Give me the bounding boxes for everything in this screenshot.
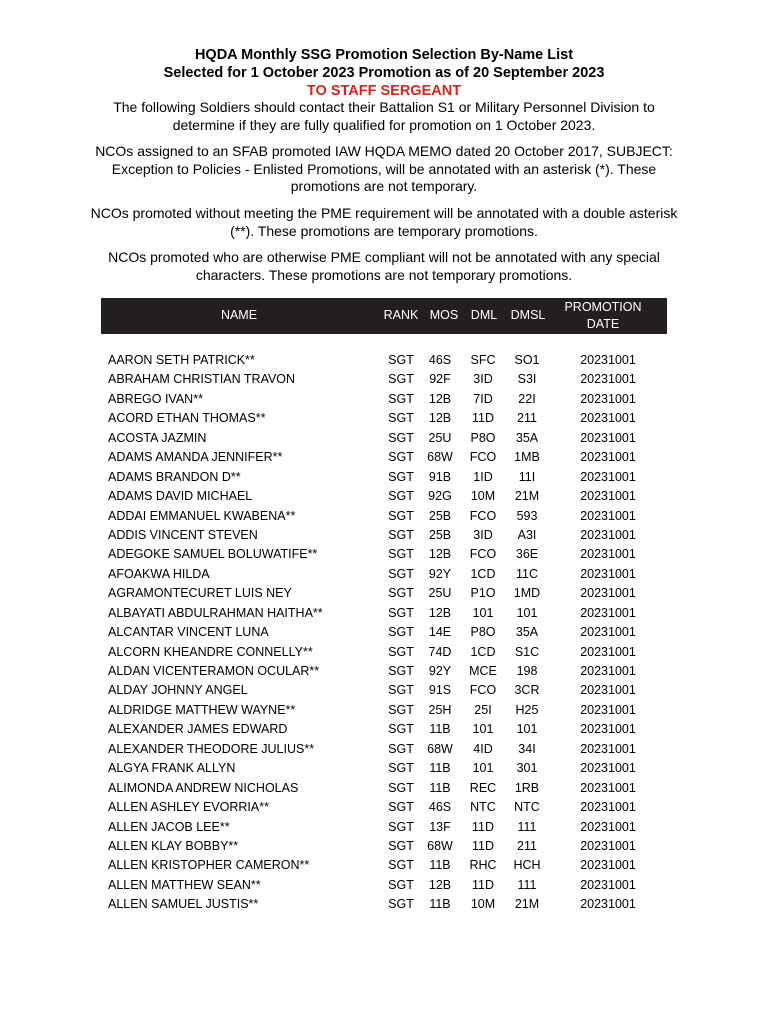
cell-date: 20231001 (580, 547, 636, 562)
cell-dmsl: 36E (515, 547, 539, 562)
cell-rank: SGT (388, 800, 414, 815)
cell-date: 20231001 (580, 430, 636, 445)
cell-date: 20231001 (580, 391, 636, 406)
cell-name: ADAMS AMANDA JENNIFER** (108, 450, 283, 465)
cell-date: 20231001 (580, 819, 636, 834)
cell-dml: 101 (472, 605, 494, 620)
cell-dml: SFC (470, 353, 496, 367)
cell-mos: 92Y (428, 566, 452, 581)
cell-date: 20231001 (580, 877, 636, 892)
table-row (101, 643, 667, 662)
promotion-grade-heading: TO STAFF SERGEANT (306, 83, 462, 99)
cell-rank: SGT (388, 566, 414, 581)
cell-dmsl: 1MD (513, 586, 541, 601)
cell-name: ALCANTAR VINCENT LUNA (108, 625, 269, 640)
cell-rank: SGT (388, 683, 414, 698)
cell-mos: 11B (429, 897, 451, 912)
table-row (101, 876, 667, 895)
cell-dmsl: S1C (514, 644, 540, 659)
table-row (101, 681, 667, 700)
cell-date: 20231001 (580, 469, 636, 484)
cell-mos: 12B (428, 391, 452, 406)
cell-dml: 7ID (473, 391, 493, 406)
column-header-promotion-date-line2: DATE (586, 317, 620, 331)
table-row (101, 895, 667, 914)
table-row (101, 448, 667, 467)
cell-mos: 11B (429, 780, 451, 795)
cell-name: ALLEN JACOB LEE** (108, 819, 230, 834)
cell-dmsl: SO1 (514, 353, 540, 367)
cell-dmsl: H25 (515, 702, 539, 717)
table-row (101, 701, 667, 720)
document-title: HQDA Monthly SSG Promotion Selection By-Name List (194, 47, 574, 63)
cell-dml: P8O (470, 430, 496, 445)
cell-name: ALDAN VICENTERAMON OCULAR** (108, 664, 320, 678)
cell-mos: 91S (428, 683, 452, 698)
cell-date: 20231001 (580, 605, 636, 620)
cell-rank: SGT (388, 625, 414, 640)
cell-mos: 25H (428, 702, 452, 717)
pme-annotation-paragraph: NCOs promoted without meeting the PME requirement will be annotated with a double asterisk (**). These promotions are temporary promotions. (90, 205, 678, 239)
sfab-annotation-paragraph: NCOs assigned to an SFAB promoted IAW HQDA MEMO dated 20 October 2017, SUBJECT: Exception to Policies - Enlisted Promotions, will be annotated with an asterisk (*). These promotions are not temporary. (95, 143, 673, 194)
cell-name: ALGYA FRANK ALLYN (108, 761, 236, 776)
cell-dml: P1O (470, 586, 496, 601)
document-subtitle: Selected for 1 October 2023 Promotion as of 20 September 2023 (163, 65, 605, 81)
cell-dmsl: 101 (516, 605, 538, 620)
cell-mos: 25B (428, 527, 452, 542)
cell-rank: SGT (388, 819, 414, 834)
cell-date: 20231001 (580, 489, 636, 504)
cell-dml: 1ID (473, 469, 493, 484)
cell-dml: 3ID (473, 372, 493, 387)
cell-rank: SGT (388, 430, 414, 445)
cell-date: 20231001 (580, 722, 636, 737)
cell-mos: 14E (428, 625, 452, 640)
cell-dml: 10M (470, 489, 496, 504)
cell-name: ADDAI EMMANUEL KWABENA** (108, 508, 296, 523)
table-row (101, 468, 667, 487)
cell-mos: 12B (428, 547, 452, 562)
cell-date: 20231001 (580, 508, 636, 523)
column-header-name: NAME (220, 308, 258, 322)
cell-dmsl: 21M (514, 897, 540, 912)
cell-rank: SGT (388, 450, 414, 465)
cell-dml: FCO (469, 683, 497, 698)
cell-mos: 12B (428, 411, 452, 426)
cell-name: ALEXANDER THEODORE JULIUS** (108, 741, 315, 756)
cell-date: 20231001 (580, 800, 636, 815)
cell-dml: FCO (469, 508, 497, 523)
cell-rank: SGT (388, 605, 414, 620)
cell-dmsl: 111 (517, 819, 537, 834)
cell-date: 20231001 (580, 411, 636, 426)
cell-dmsl: 111 (517, 877, 537, 892)
cell-dmsl: 211 (517, 411, 537, 426)
cell-mos: 12B (428, 605, 452, 620)
cell-dml: 101 (472, 761, 494, 776)
cell-date: 20231001 (580, 741, 636, 756)
cell-dml: 4ID (473, 741, 493, 756)
column-header-dmsl: DMSL (510, 308, 546, 322)
cell-rank: SGT (388, 741, 414, 756)
cell-name: ALBAYATI ABDULRAHMAN HAITHA** (108, 605, 323, 620)
cell-rank: SGT (388, 761, 414, 776)
cell-name: ABREGO IVAN** (108, 391, 203, 406)
cell-dml: 11D (471, 877, 494, 892)
cell-mos: 11B (429, 722, 451, 737)
cell-dml: MCE (469, 664, 497, 678)
cell-dmsl: 22I (518, 391, 536, 406)
cell-name: ACORD ETHAN THOMAS** (108, 411, 266, 426)
cell-mos: 25U (428, 430, 452, 445)
cell-mos: 91B (428, 469, 452, 484)
cell-dmsl: 211 (517, 838, 537, 853)
cell-dml: 1CD (470, 566, 496, 581)
cell-dml: 11D (471, 819, 494, 834)
cell-dmsl: 198 (516, 664, 538, 678)
table-row (101, 526, 667, 545)
cell-dmsl: 3CR (514, 683, 540, 698)
cell-dml: 11D (471, 411, 494, 426)
cell-date: 20231001 (580, 566, 636, 581)
table-row (101, 759, 667, 778)
cell-rank: SGT (388, 722, 414, 737)
cell-rank: SGT (388, 897, 414, 912)
cell-mos: 13F (429, 819, 451, 834)
cell-dml: 11D (471, 838, 494, 853)
compliant-annotation-paragraph: NCOs promoted who are otherwise PME compliant will not be annotated with any special characters. These promotions are not temporary promotions. (108, 249, 660, 283)
cell-dml: FCO (469, 450, 497, 465)
cell-date: 20231001 (580, 683, 636, 698)
table-body (101, 351, 667, 915)
cell-name: ALDAY JOHNNY ANGEL (108, 683, 248, 698)
cell-dml: 1CD (470, 644, 496, 659)
cell-date: 20231001 (580, 372, 636, 387)
column-header-dml: DML (470, 308, 498, 322)
cell-dmsl: 34I (518, 741, 536, 756)
table-header (101, 298, 667, 334)
cell-rank: SGT (388, 644, 414, 659)
cell-date: 20231001 (580, 625, 636, 640)
cell-dml: REC (469, 780, 497, 795)
cell-name: ALDRIDGE MATTHEW WAYNE** (108, 702, 296, 717)
table-row (101, 604, 667, 623)
cell-dmsl: 35A (515, 430, 539, 445)
cell-rank: SGT (388, 586, 414, 601)
cell-dmsl: 101 (516, 722, 538, 737)
cell-mos: 68W (427, 741, 453, 756)
cell-dmsl: 35A (515, 625, 539, 640)
cell-mos: 46S (428, 800, 452, 815)
table-row (101, 662, 667, 681)
cell-name: AGRAMONTECURET LUIS NEY (108, 586, 292, 601)
cell-dmsl: 11C (515, 566, 538, 581)
cell-dmsl: NTC (514, 800, 540, 815)
cell-dml: 25I (474, 702, 492, 717)
cell-rank: SGT (388, 411, 414, 426)
cell-name: ABRAHAM CHRISTIAN TRAVON (108, 372, 296, 387)
cell-name: AFOAKWA HILDA (108, 566, 210, 581)
cell-date: 20231001 (580, 780, 636, 795)
cell-mos: 25U (428, 586, 452, 601)
cell-dmsl: A3I (517, 527, 537, 542)
table-row (101, 545, 667, 564)
cell-rank: SGT (388, 391, 414, 406)
cell-date: 20231001 (580, 858, 636, 873)
cell-mos: 92Y (428, 664, 452, 678)
cell-dml: RHC (469, 858, 497, 873)
cell-dml: 101 (472, 722, 494, 737)
cell-name: ADAMS BRANDON D** (108, 469, 241, 484)
table-row (101, 837, 667, 856)
cell-rank: SGT (388, 489, 414, 504)
cell-date: 20231001 (580, 644, 636, 659)
cell-name: ALCORN KHEANDRE CONNELLY** (108, 644, 313, 659)
cell-name: ALLEN KLAY BOBBY** (108, 838, 239, 853)
table-row (101, 390, 667, 409)
cell-dml: FCO (469, 547, 497, 562)
cell-name: ALLEN ASHLEY EVORRIA** (108, 800, 269, 815)
cell-date: 20231001 (580, 838, 636, 853)
cell-name: ALIMONDA ANDREW NICHOLAS (108, 780, 299, 795)
cell-dmsl: 21M (514, 489, 540, 504)
cell-mos: 92F (429, 372, 451, 387)
cell-date: 20231001 (580, 586, 636, 601)
cell-rank: SGT (388, 372, 414, 387)
cell-dml: 3ID (473, 527, 493, 542)
cell-dmsl: 11I (518, 469, 536, 484)
cell-dmsl: 301 (516, 761, 538, 776)
cell-rank: SGT (388, 838, 414, 853)
cell-dmsl: 1MB (514, 450, 540, 465)
cell-rank: SGT (388, 877, 414, 892)
cell-dmsl: HCH (513, 858, 541, 873)
column-header-rank: RANK (383, 308, 419, 322)
cell-name: ADDIS VINCENT STEVEN (108, 527, 258, 542)
cell-rank: SGT (388, 547, 414, 562)
cell-mos: 12B (428, 877, 452, 892)
table-row (101, 623, 667, 642)
cell-rank: SGT (388, 508, 414, 523)
cell-dmsl: S3I (517, 372, 537, 387)
table-row (101, 507, 667, 526)
cell-name: ALLEN MATTHEW SEAN** (108, 877, 261, 892)
cell-rank: SGT (388, 858, 414, 873)
table-row (101, 370, 667, 389)
cell-mos: 68W (427, 838, 453, 853)
table-row (101, 565, 667, 584)
instruction-paragraph: The following Soldiers should contact their Battalion S1 or Military Personnel Division to determine if they are fully qualified for promotion on 1 October 2023. (113, 99, 655, 133)
table-row (101, 487, 667, 506)
cell-mos: 25B (428, 508, 452, 523)
table-row (101, 779, 667, 798)
cell-name: ADAMS DAVID MICHAEL (108, 489, 253, 504)
table-row (101, 818, 667, 837)
cell-date: 20231001 (580, 897, 636, 912)
table-row (101, 584, 667, 603)
cell-name: AARON SETH PATRICK** (108, 353, 255, 367)
cell-name: ALEXANDER JAMES EDWARD (108, 722, 288, 737)
cell-name: ACOSTA JAZMIN (108, 430, 207, 445)
cell-dmsl: 593 (516, 508, 538, 523)
table-row (101, 740, 667, 759)
cell-mos: 92G (428, 489, 452, 504)
column-header-promotion-date-line1: PROMOTION (564, 300, 642, 314)
cell-mos: 74D (428, 644, 452, 659)
cell-rank: SGT (388, 780, 414, 795)
cell-dmsl: 1RB (514, 780, 540, 795)
column-header-promotion-date (563, 299, 643, 333)
cell-date: 20231001 (580, 353, 636, 367)
cell-date: 20231001 (580, 664, 636, 678)
table-row (101, 429, 667, 448)
cell-rank: SGT (388, 527, 414, 542)
cell-mos: 68W (427, 450, 453, 465)
cell-mos: 46S (428, 353, 452, 367)
cell-date: 20231001 (580, 527, 636, 542)
cell-date: 20231001 (580, 761, 636, 776)
cell-dml: NTC (470, 800, 496, 815)
table-row (101, 856, 667, 875)
cell-rank: SGT (388, 664, 414, 678)
cell-mos: 11B (429, 761, 451, 776)
column-header-mos: MOS (429, 308, 459, 322)
cell-rank: SGT (388, 702, 414, 717)
table-row (101, 720, 667, 739)
cell-name: ADEGOKE SAMUEL BOLUWATIFE** (108, 547, 318, 562)
cell-rank: SGT (388, 353, 414, 367)
table-row (101, 798, 667, 817)
cell-dml: 10M (470, 897, 496, 912)
cell-date: 20231001 (580, 702, 636, 717)
cell-dml: P8O (470, 625, 496, 640)
cell-mos: 11B (429, 858, 451, 873)
table-row (101, 351, 667, 370)
cell-rank: SGT (388, 469, 414, 484)
table-row (101, 409, 667, 428)
cell-name: ALLEN SAMUEL JUSTIS** (108, 897, 259, 912)
cell-date: 20231001 (580, 450, 636, 465)
cell-name: ALLEN KRISTOPHER CAMERON** (108, 858, 310, 873)
